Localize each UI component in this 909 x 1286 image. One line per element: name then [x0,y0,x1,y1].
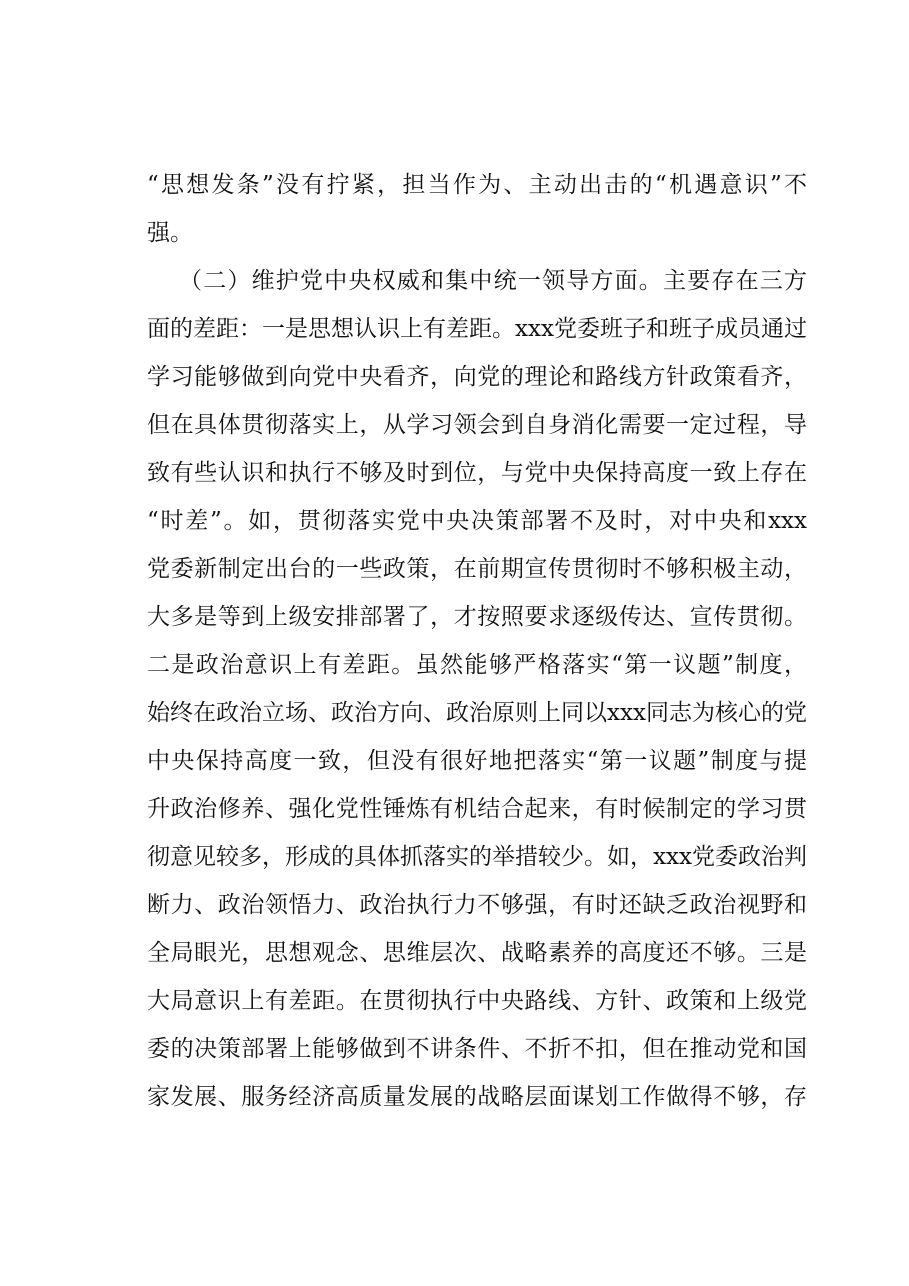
text-line-12: 始终在政治立场、政治方向、政治原则上同以xxx同志为核心的党 [147,700,807,726]
section-heading-line: （二）维护党中央权威和集中统一领导方面。主要存在三方 [179,268,807,294]
text-line-14: 升政治修养、强化党性锤炼有机结合起来，有时候制定的学习贯 [147,796,807,822]
text-line-10: 大多是等到上级安排部署了，才按照要求逐级传达、宣传贯彻。 [147,604,807,630]
text-line-4: 面的差距：一是思想认识上有差距。xxx党委班子和班子成员通过 [147,316,807,342]
text-line-8: “时差”。如，贯彻落实党中央决策部署不及时，对中央和xxx [147,508,807,534]
text-line-20: 家发展、服务经济高质量发展的战略层面谋划工作做得不够，存 [147,1084,807,1110]
text-line-2: 强。 [147,220,193,246]
text-line-16: 断力、政治领悟力、政治执行力不够强，有时还缺乏政治视野和 [147,892,807,918]
text-line-18: 大局意识上有差距。在贯彻执行中央路线、方针、政策和上级党 [147,988,807,1014]
text-line-17: 全局眼光，思想观念、思维层次、战略素养的高度还不够。三是 [147,940,807,966]
text-line-6: 但在具体贯彻落实上，从学习领会到自身消化需要一定过程，导 [147,412,807,438]
text-line-5: 学习能够做到向党中央看齐，向党的理论和路线方针政策看齐， [147,364,807,390]
text-line-15: 彻意见较多，形成的具体抓落实的举措较少。如，xxx党委政治判 [147,844,807,870]
text-line-1: “思想发条”没有拧紧，担当作为、主动出击的“机遇意识”不 [147,172,807,198]
text-line-11: 二是政治意识上有差距。虽然能够严格落实“第一议题”制度， [147,652,807,678]
text-line-9: 党委新制定出台的一些政策，在前期宣传贯彻时不够积极主动， [147,556,807,582]
text-line-7: 致有些认识和执行不够及时到位，与党中央保持高度一致上存在 [147,460,807,486]
text-line-19: 委的决策部署上能够做到不讲条件、不折不扣，但在推动党和国 [147,1036,807,1062]
text-line-13: 中央保持高度一致，但没有很好地把落实“第一议题”制度与提 [147,748,807,774]
